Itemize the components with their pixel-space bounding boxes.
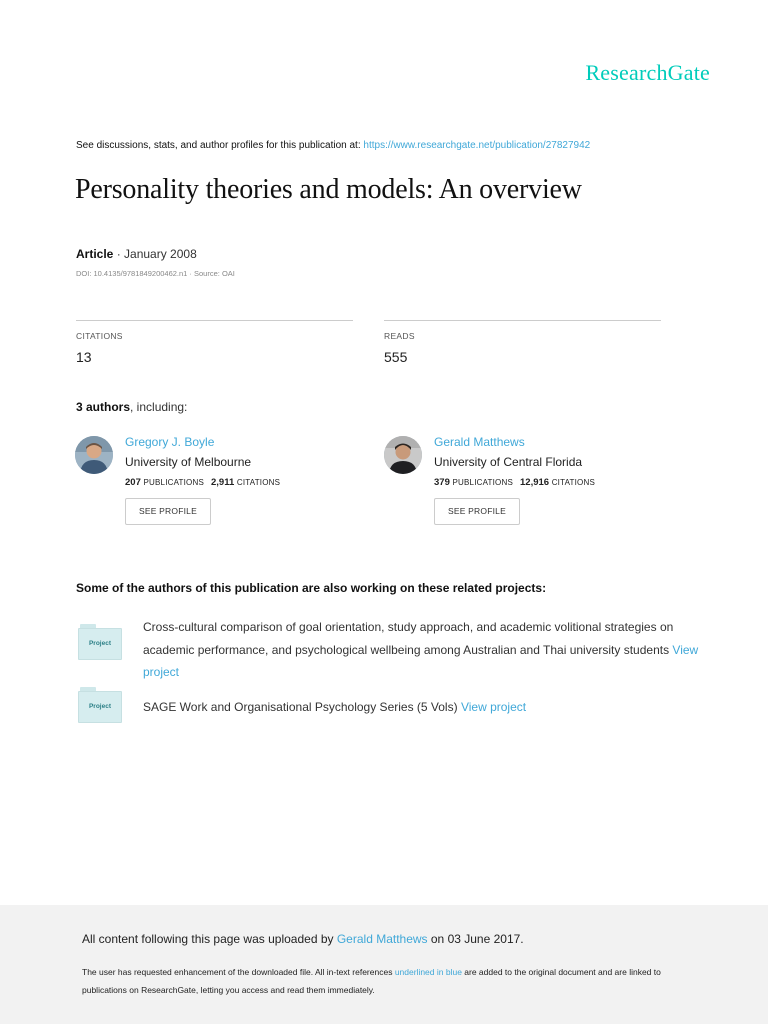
publication-type: Article: [76, 247, 114, 261]
project-description: [143, 696, 703, 719]
publication-title: Personality theories and models: An overview: [75, 174, 582, 205]
author-name-link[interactable]: Gregory J. Boyle: [125, 435, 215, 449]
publication-date: · January 2008: [113, 247, 197, 261]
author-stats: [125, 477, 385, 488]
author-photo-icon: [75, 436, 113, 474]
project-description: [143, 616, 703, 684]
reads-label: READS: [384, 331, 415, 341]
profile-notice-text: See discussions, stats, and author profiles for this publication at:: [76, 140, 364, 151]
see-profile-button[interactable]: SEE PROFILE: [125, 498, 211, 525]
citations-stat: [76, 320, 353, 365]
authors-heading: [76, 400, 187, 414]
publications-label: PUBLICATIONS: [452, 478, 513, 487]
related-projects-heading: Some of the authors of this publication are also working on these related projects:: [76, 581, 547, 595]
publications-count: 207: [125, 477, 141, 488]
enhancement-note: [82, 963, 682, 999]
view-project-link[interactable]: View project: [143, 642, 699, 679]
profile-notice: [76, 140, 590, 151]
upload-prefix: All content following this page was uploaded by: [82, 932, 337, 946]
upload-footer: [0, 905, 768, 1024]
author-stats: [434, 477, 694, 488]
citations-count: 13: [76, 349, 92, 365]
project-folder-icon[interactable]: [78, 624, 122, 662]
project-title: SAGE Work and Organisational Psychology Series (5 Vols): [143, 700, 461, 714]
project-icon-label: Project: [78, 628, 122, 660]
publication-doi: DOI: 10.4135/9781849200462.n1 · Source: OAI: [76, 269, 235, 278]
project-title: Cross-cultural comparison of goal orientation, study approach, and academic volitional strategies on academic performance, and psychological wellbeing among Australian and Thai university students: [143, 620, 674, 657]
author-citations-count: 12,916: [520, 477, 550, 488]
upload-date: on 03 June 2017.: [427, 932, 524, 946]
note-suffix: are added to the original document and are linked to publications on ResearchGate, letting you access and read them immediately.: [82, 967, 661, 995]
avatar[interactable]: [384, 436, 422, 474]
reads-stat: [384, 320, 661, 365]
author-institution: University of Melbourne: [125, 455, 252, 469]
authors-heading-suffix: , including:: [130, 400, 188, 414]
publication-meta: [76, 247, 197, 261]
project-folder-icon[interactable]: [78, 687, 122, 725]
see-profile-button[interactable]: SEE PROFILE: [434, 498, 520, 525]
avatar[interactable]: [75, 436, 113, 474]
project-icon-label: Project: [78, 691, 122, 723]
author-citations-count: 2,911: [211, 477, 235, 488]
author-citations-label: CITATIONS: [551, 478, 595, 487]
uploader-link[interactable]: Gerald Matthews: [336, 932, 428, 946]
view-project-link[interactable]: View project: [460, 700, 527, 714]
author-citations-label: CITATIONS: [236, 478, 281, 487]
publications-count: 379: [434, 477, 450, 488]
author-name-link[interactable]: Gerald Matthews: [434, 435, 525, 449]
publications-label: PUBLICATIONS: [143, 478, 204, 487]
reads-count: 555: [384, 349, 408, 365]
researchgate-logo[interactable]: ResearchGate: [585, 60, 710, 85]
authors-count: 3 authors: [76, 400, 131, 414]
author-institution: University of Central Florida: [434, 455, 583, 469]
publication-url-link[interactable]: https://www.researchgate.net/publication/27827942: [363, 140, 591, 151]
note-prefix: The user has requested enhancement of the downloaded file. All in-text references: [82, 967, 395, 977]
citations-label: CITATIONS: [76, 331, 123, 341]
author-photo-icon: [384, 436, 422, 474]
underlined-in-blue-text: underlined in blue: [394, 967, 462, 977]
upload-notice: [82, 932, 524, 946]
